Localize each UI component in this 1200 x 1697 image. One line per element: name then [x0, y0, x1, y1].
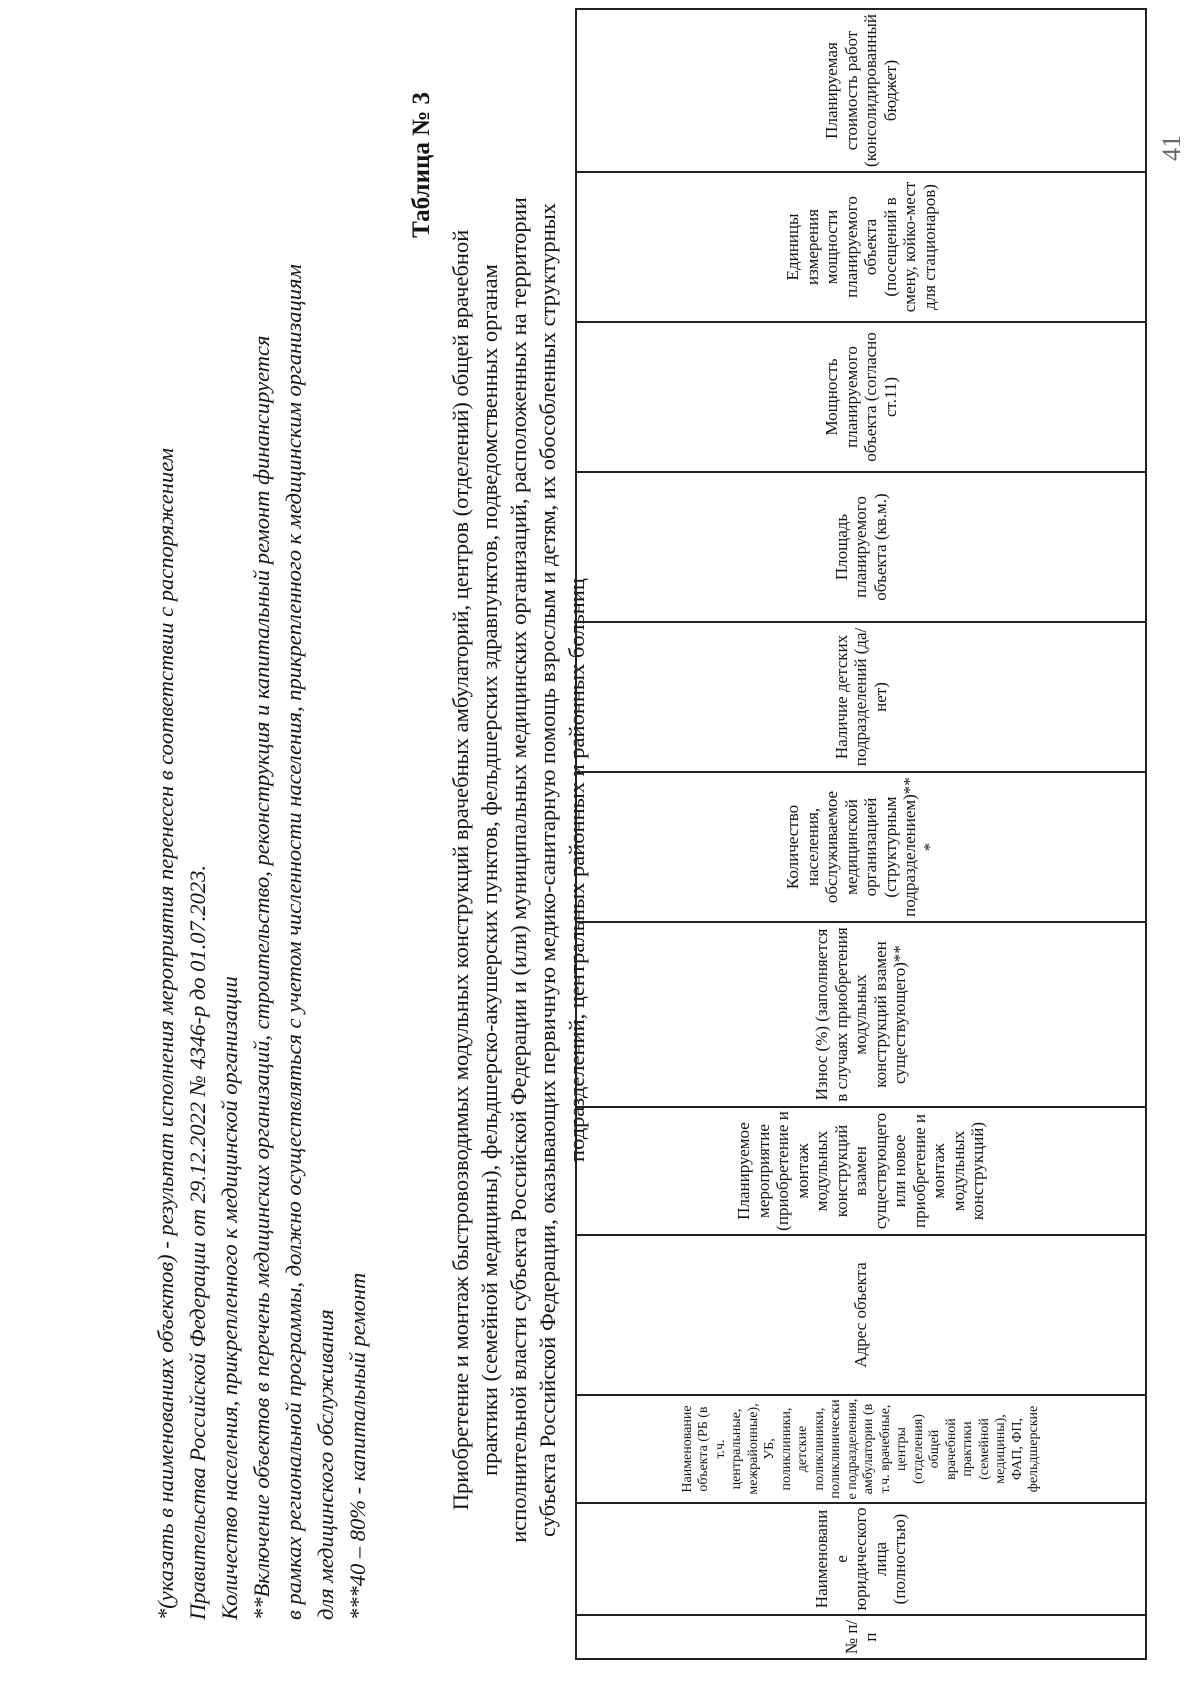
header-cell-wear: Износ (%) (заполняется в случаях приобретения модульных конструкций взамен существующего)**: [576, 922, 1146, 1107]
caption-line: Приобретение и монтаж быстровозводимых модульных конструкций врачебных амбулаторий, центров (отделений) общей врачебной: [448, 229, 473, 1511]
header-cell-number: № п/п: [576, 1615, 1146, 1659]
table-header-row: [576, 9, 1146, 1659]
footnote-line: *(указать в наименованиях объектов) - результат исполнения мероприятия перенесен в соответствии с распоряжением: [153, 448, 178, 1620]
header-cell-object-name: Наименование объекта (РБ (в т.ч. центральные, межрайонные), УБ, поликлиники, детские поликлиники, поликлинические подразделения, амбулатории (в т.ч. врачебные, центры (отделения) общей врачебной практики (семейной медицины), ФАП, ФП, фельдшерские: [576, 1395, 1146, 1503]
page-number: 41: [1157, 135, 1186, 161]
footnote-line: **Включение объектов в перечень медицинских организаций, строительство, реконструкция и капитальный ремонт финансируется: [249, 335, 274, 1620]
header-cell-population: Количество населения, обслуживаемое медицинской организацией (структурным подразделением)***: [576, 772, 1146, 922]
header-cell-cost: Планируемая стоимость работ (консолидированный бюджет): [576, 9, 1146, 172]
objects-table: [575, 8, 1147, 1660]
header-cell-legal-entity: Наименование юридического лица (полностью): [576, 1503, 1146, 1615]
footnotes: [150, 120, 374, 1620]
footnote-line: в рамках региональной программы, должно осуществляться с учетом численности населения, прикрепленного к медицинским организациям: [281, 264, 306, 1620]
header-cell-address: Адрес объекта: [576, 1235, 1146, 1395]
footnote-line: ***40 – 80% - капитальный ремонт: [345, 1272, 370, 1620]
rotated-page: [150, 14, 1200, 1660]
header-cell-capacity: Мощность планируемого объекта (согласно ст.11): [576, 322, 1146, 472]
caption-line: исполнительной власти субъекта Российской Федерации и (или) муниципальных медицинских организаций, расположенных на территории: [506, 197, 531, 1543]
header-cell-area: Площадь планируемого объекта (кв.м.): [576, 472, 1146, 622]
table-caption: [446, 110, 591, 1630]
caption-line: практики (семейной медицины), фельдшерско-акушерских пунктов, фельдшерских здравпунктов, подведомственных органам: [477, 264, 502, 1476]
header-cell-planned-action: Планируемое мероприятие (приобретение и монтаж модульных конструкций взамен существующего или новое приобретение и монтаж модульных конструкций): [576, 1107, 1146, 1235]
caption-line: субъекта Российской Федерации, оказывающих первичную медико-санитарную помощь взрослым и детям, их обособленных структурных: [535, 202, 560, 1538]
header-cell-capacity-units: Единицы измерения мощности планируемого объекта (посещений в смену, койко-мест для стационаров): [576, 172, 1146, 322]
caption-line: подразделений, центральных районных и районных больниц: [564, 578, 589, 1162]
footnote-line: для медицинского обслуживания: [313, 1309, 338, 1620]
table-title: Таблица № 3: [408, 92, 435, 238]
header-cell-children-units: Наличие детских подразделений (да/нет): [576, 622, 1146, 772]
footnote-line: Количество населения, прикрепленного к медицинской организации: [217, 976, 242, 1620]
footnote-line: Правительства Российской Федерации от 29.12.2022 № 4346-р до 01.07.2023.: [185, 864, 210, 1620]
